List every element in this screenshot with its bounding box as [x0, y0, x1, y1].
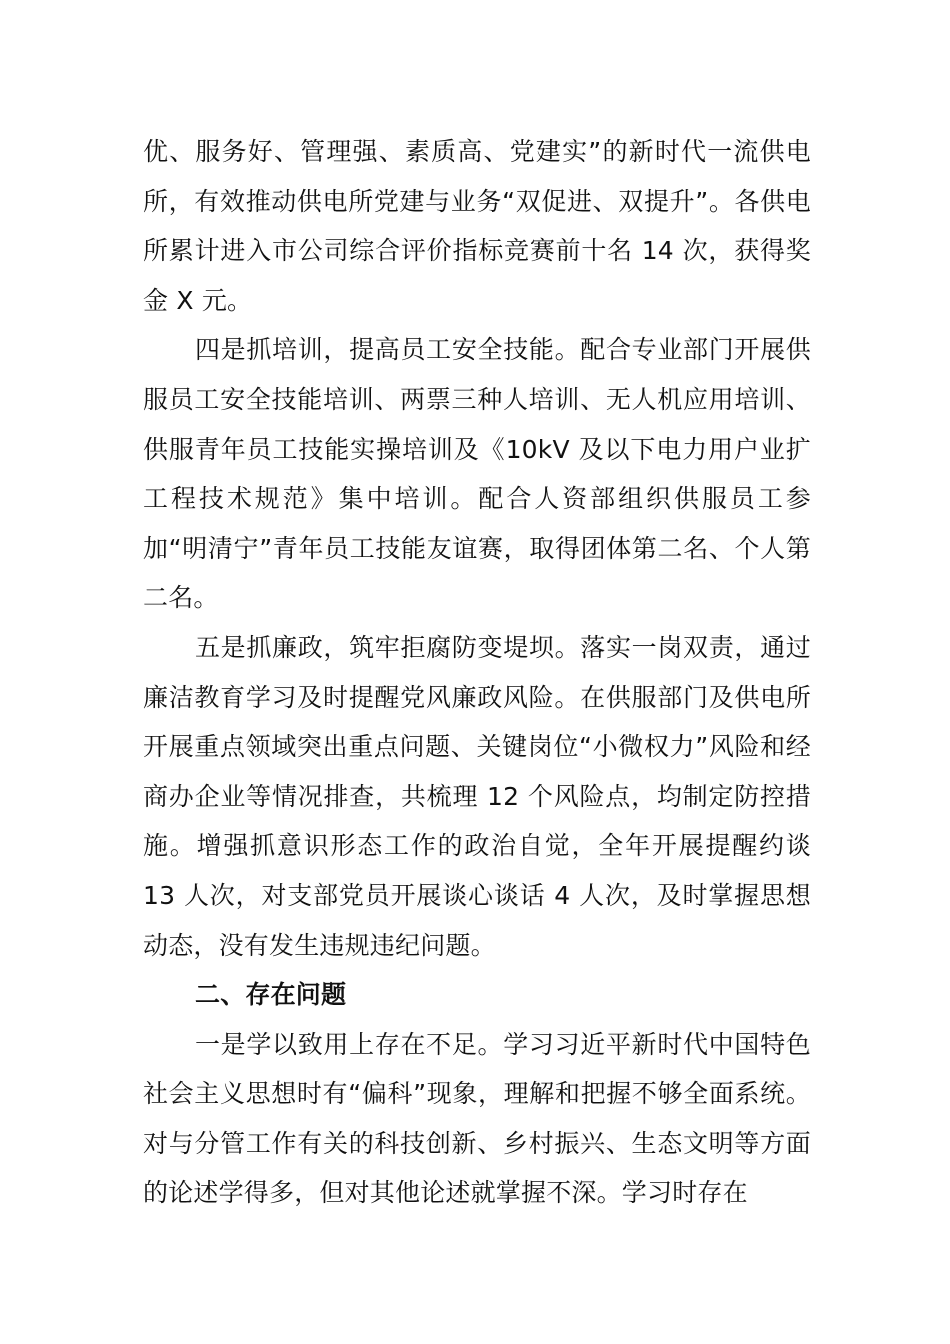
paragraph-training: 四是抓培训，提高员工安全技能。配合专业部门开展供服员工安全技能培训、两票三种人培训、无人机应用培训、供服青年员工技能实操培训及《10kV 及以下电力用户业扩工程技术规范》集中培训。配合人资部组织供服员工参加“明清宁”青年员工技能友谊赛，取得团体第二名、个人第二名。	[143, 335, 811, 613]
paragraph-study: 一是学以致用上存在不足。学习习近平新时代中国特色社会主义思想时有“偏科”现象，理解和把握不够全面系统。对与分管工作有关的科技创新、乡村振兴、生态文明等方面的论述学得多，但对其他论述就掌握不深。学习时存在	[143, 1029, 811, 1208]
paragraph-continuation: 优、服务好、管理强、素质高、党建实”的新时代一流供电所，有效推动供电所党建与业务“双促进、双提升”。各供电所累计进入市公司综合评价指标竞赛前十名 14 次，获得奖金 X 元。	[143, 137, 811, 315]
document-body	[143, 127, 811, 1218]
paragraph-integrity: 五是抓廉政，筑牢拒腐防变堤坝。落实一岗双责，通过廉洁教育学习及时提醒党风廉政风险。在供服部门及供电所开展重点领域突出重点问题、关键岗位“小微权力”风险和经商办企业等情况排查，共梳理 12 个风险点，均制定防控措施。增强抓意识形态工作的政治自觉，全年开展提醒约谈 13 人次，对支部党员开展谈心谈话 4 人次，及时掌握思想动态，没有发生违规违纪问题。	[143, 632, 811, 960]
section-heading-problems: 二、存在问题	[195, 980, 347, 1010]
